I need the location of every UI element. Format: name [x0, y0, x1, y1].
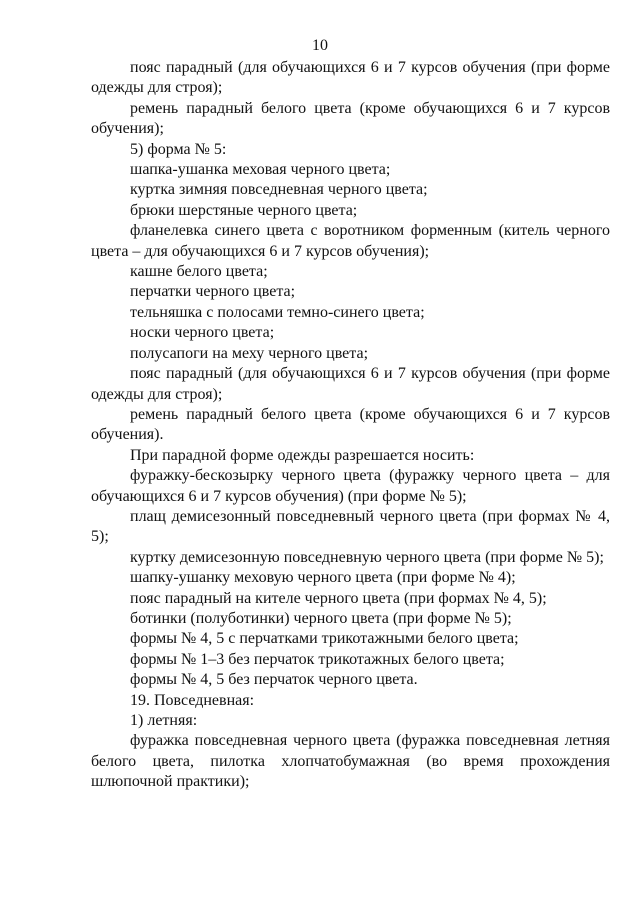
paragraph: пояс парадный (для обучающихся 6 и 7 курсов обучения (при форме одежды для строя); [91, 59, 610, 97]
paragraph: пояс парадный на кителе черного цвета (при формах № 4, 5); [130, 589, 547, 607]
paragraph: брюки шерстяные черного цвета; [130, 201, 358, 219]
document-body [91, 58, 610, 793]
paragraph: полусапоги на меху черного цвета; [130, 344, 369, 362]
paragraph: 5) форма № 5: [130, 140, 227, 158]
paragraph: формы № 4, 5 без перчаток черного цвета. [130, 671, 418, 689]
paragraph: фланелевка синего цвета с воротником форменным (китель черного цвета – для обучающихся 6 и 7 курсов обучения); [91, 222, 610, 260]
paragraph: фуражка повседневная черного цвета (фуражка повседневная летняя белого цвета, пилотка хлопчатобумажная (во время прохождения шлюпочной практики); [91, 732, 610, 791]
paragraph: ботинки (полуботинки) черного цвета (при форме № 5); [130, 609, 512, 627]
paragraph: пояс парадный (для обучающихся 6 и 7 курсов обучения (при форме одежды для строя); [91, 365, 610, 403]
paragraph: 19. Повседневная: [130, 691, 255, 709]
paragraph: ремень парадный белого цвета (кроме обучающихся 6 и 7 курсов обучения); [91, 99, 610, 138]
paragraph: ремень парадный белого цвета (кроме обучающихся 6 и 7 курсов обучения). [91, 405, 610, 444]
paragraph: фуражку-бескозырку черного цвета (фуражку черного цвета – для обучающихся 6 и 7 курсов обучения) (при форме № 5); [91, 467, 610, 505]
paragraph: кашне белого цвета; [130, 263, 268, 281]
paragraph: формы № 4, 5 с перчатками трикотажными белого цвета; [130, 630, 519, 648]
paragraph: шапку-ушанку меховую черного цвета (при форме № 4); [130, 569, 516, 587]
paragraph: тельняшка с полосами темно-синего цвета; [130, 303, 425, 321]
paragraph: перчатки черного цвета; [130, 283, 296, 301]
paragraph: носки черного цвета; [130, 324, 275, 342]
page-number: 10 [312, 37, 328, 54]
paragraph: шапка-ушанка меховая черного цвета; [130, 161, 391, 179]
paragraph: куртку демисезонную повседневную черного цвета (при форме № 5); [130, 548, 604, 566]
paragraph: формы № 1–3 без перчаток трикотажных белого цвета; [130, 650, 505, 668]
paragraph: 1) летняя: [130, 712, 198, 729]
paragraph: куртка зимняя повседневная черного цвета; [130, 181, 428, 199]
paragraph: плащ демисезонный повседневный черного цвета (при формах № 4, 5); [91, 507, 610, 546]
paragraph: При парадной форме одежды разрешается носить: [130, 446, 475, 464]
